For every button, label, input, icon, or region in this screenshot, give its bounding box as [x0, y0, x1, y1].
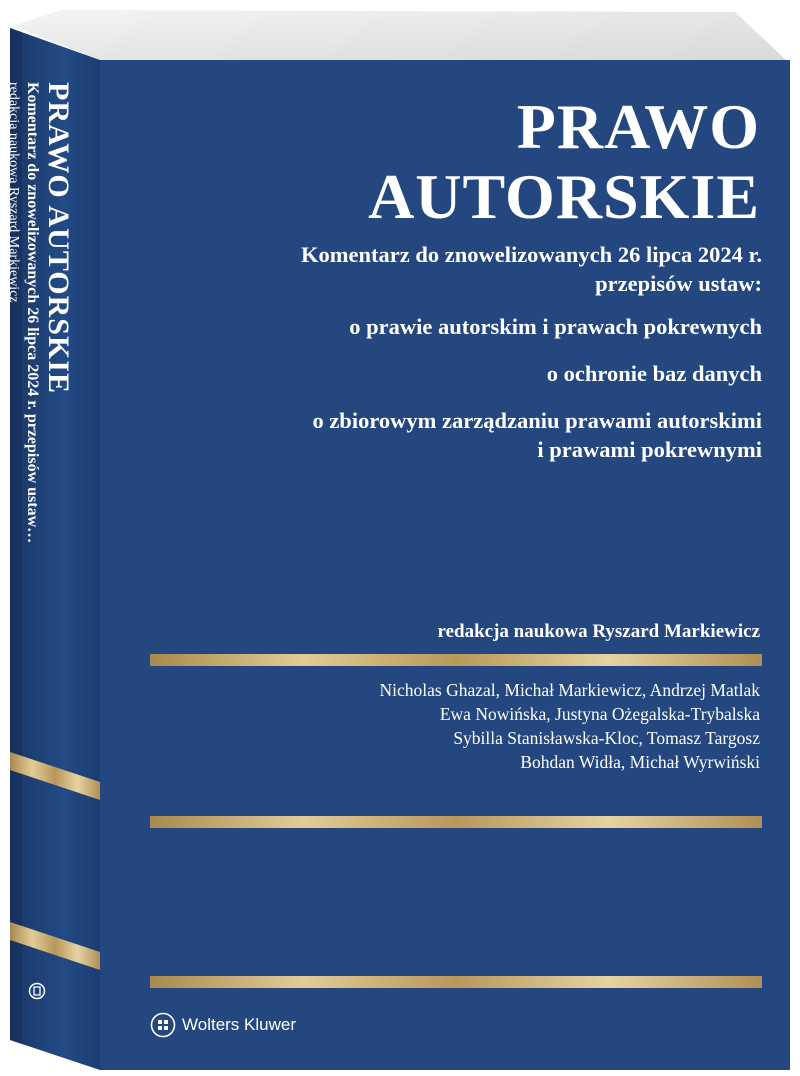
- authors-list: [150, 678, 760, 774]
- authors-line-4: Bohdan Widła, Michał Wyrwiński: [520, 752, 760, 772]
- act-3-line-2: i prawami pokrewnymi: [537, 437, 762, 462]
- act-1: o prawie autorskim i prawach pokrewnych: [349, 314, 762, 339]
- wolters-kluwer-logo-icon: [150, 1012, 176, 1038]
- act-2: o ochronie baz danych: [546, 361, 762, 386]
- book-title: [150, 92, 760, 232]
- spine-logo-icon: [28, 982, 46, 1000]
- authors-line-2: Ewa Nowińska, Justyna Ożegalska-Trybalska: [439, 704, 760, 724]
- spine-subtitle: Komentarz do znowelizowanych 26 lipca 2024 r. przepisów ustaw…: [24, 82, 41, 544]
- title-line-1: PRAWO: [516, 91, 760, 162]
- spine-title: PRAWO AUTORSKIE: [42, 82, 75, 395]
- authors-line-3: Sybilla Stanisławska-Kloc, Tomasz Targosz: [453, 728, 760, 748]
- publisher-name: Wolters Kluwer: [182, 1015, 296, 1034]
- spine-text: [4, 82, 74, 543]
- gold-divider-3: [150, 976, 762, 988]
- title-line-2: AUTORSKIE: [368, 161, 760, 232]
- scientific-editor: redakcja naukowa Ryszard Markiewicz: [437, 621, 760, 642]
- publisher-brand: [150, 1012, 296, 1038]
- gold-divider-2: [150, 816, 762, 828]
- gold-divider-1: [150, 654, 762, 666]
- subtitle-line-2: przepisów ustaw:: [595, 271, 762, 296]
- act-3-line-1: o zbiorowym zarządzaniu prawami autorskimi: [312, 408, 762, 433]
- authors-line-1: Nicholas Ghazal, Michał Markiewicz, Andrzej Matlak: [379, 680, 760, 700]
- book-subtitle: [150, 240, 762, 464]
- book-top-pages: [12, 10, 786, 60]
- subtitle-line-1: Komentarz do znowelizowanych 26 lipca 2024 r.: [300, 242, 762, 267]
- spine-editors: redakcja naukowa Ryszard Markiewicz: [6, 82, 21, 303]
